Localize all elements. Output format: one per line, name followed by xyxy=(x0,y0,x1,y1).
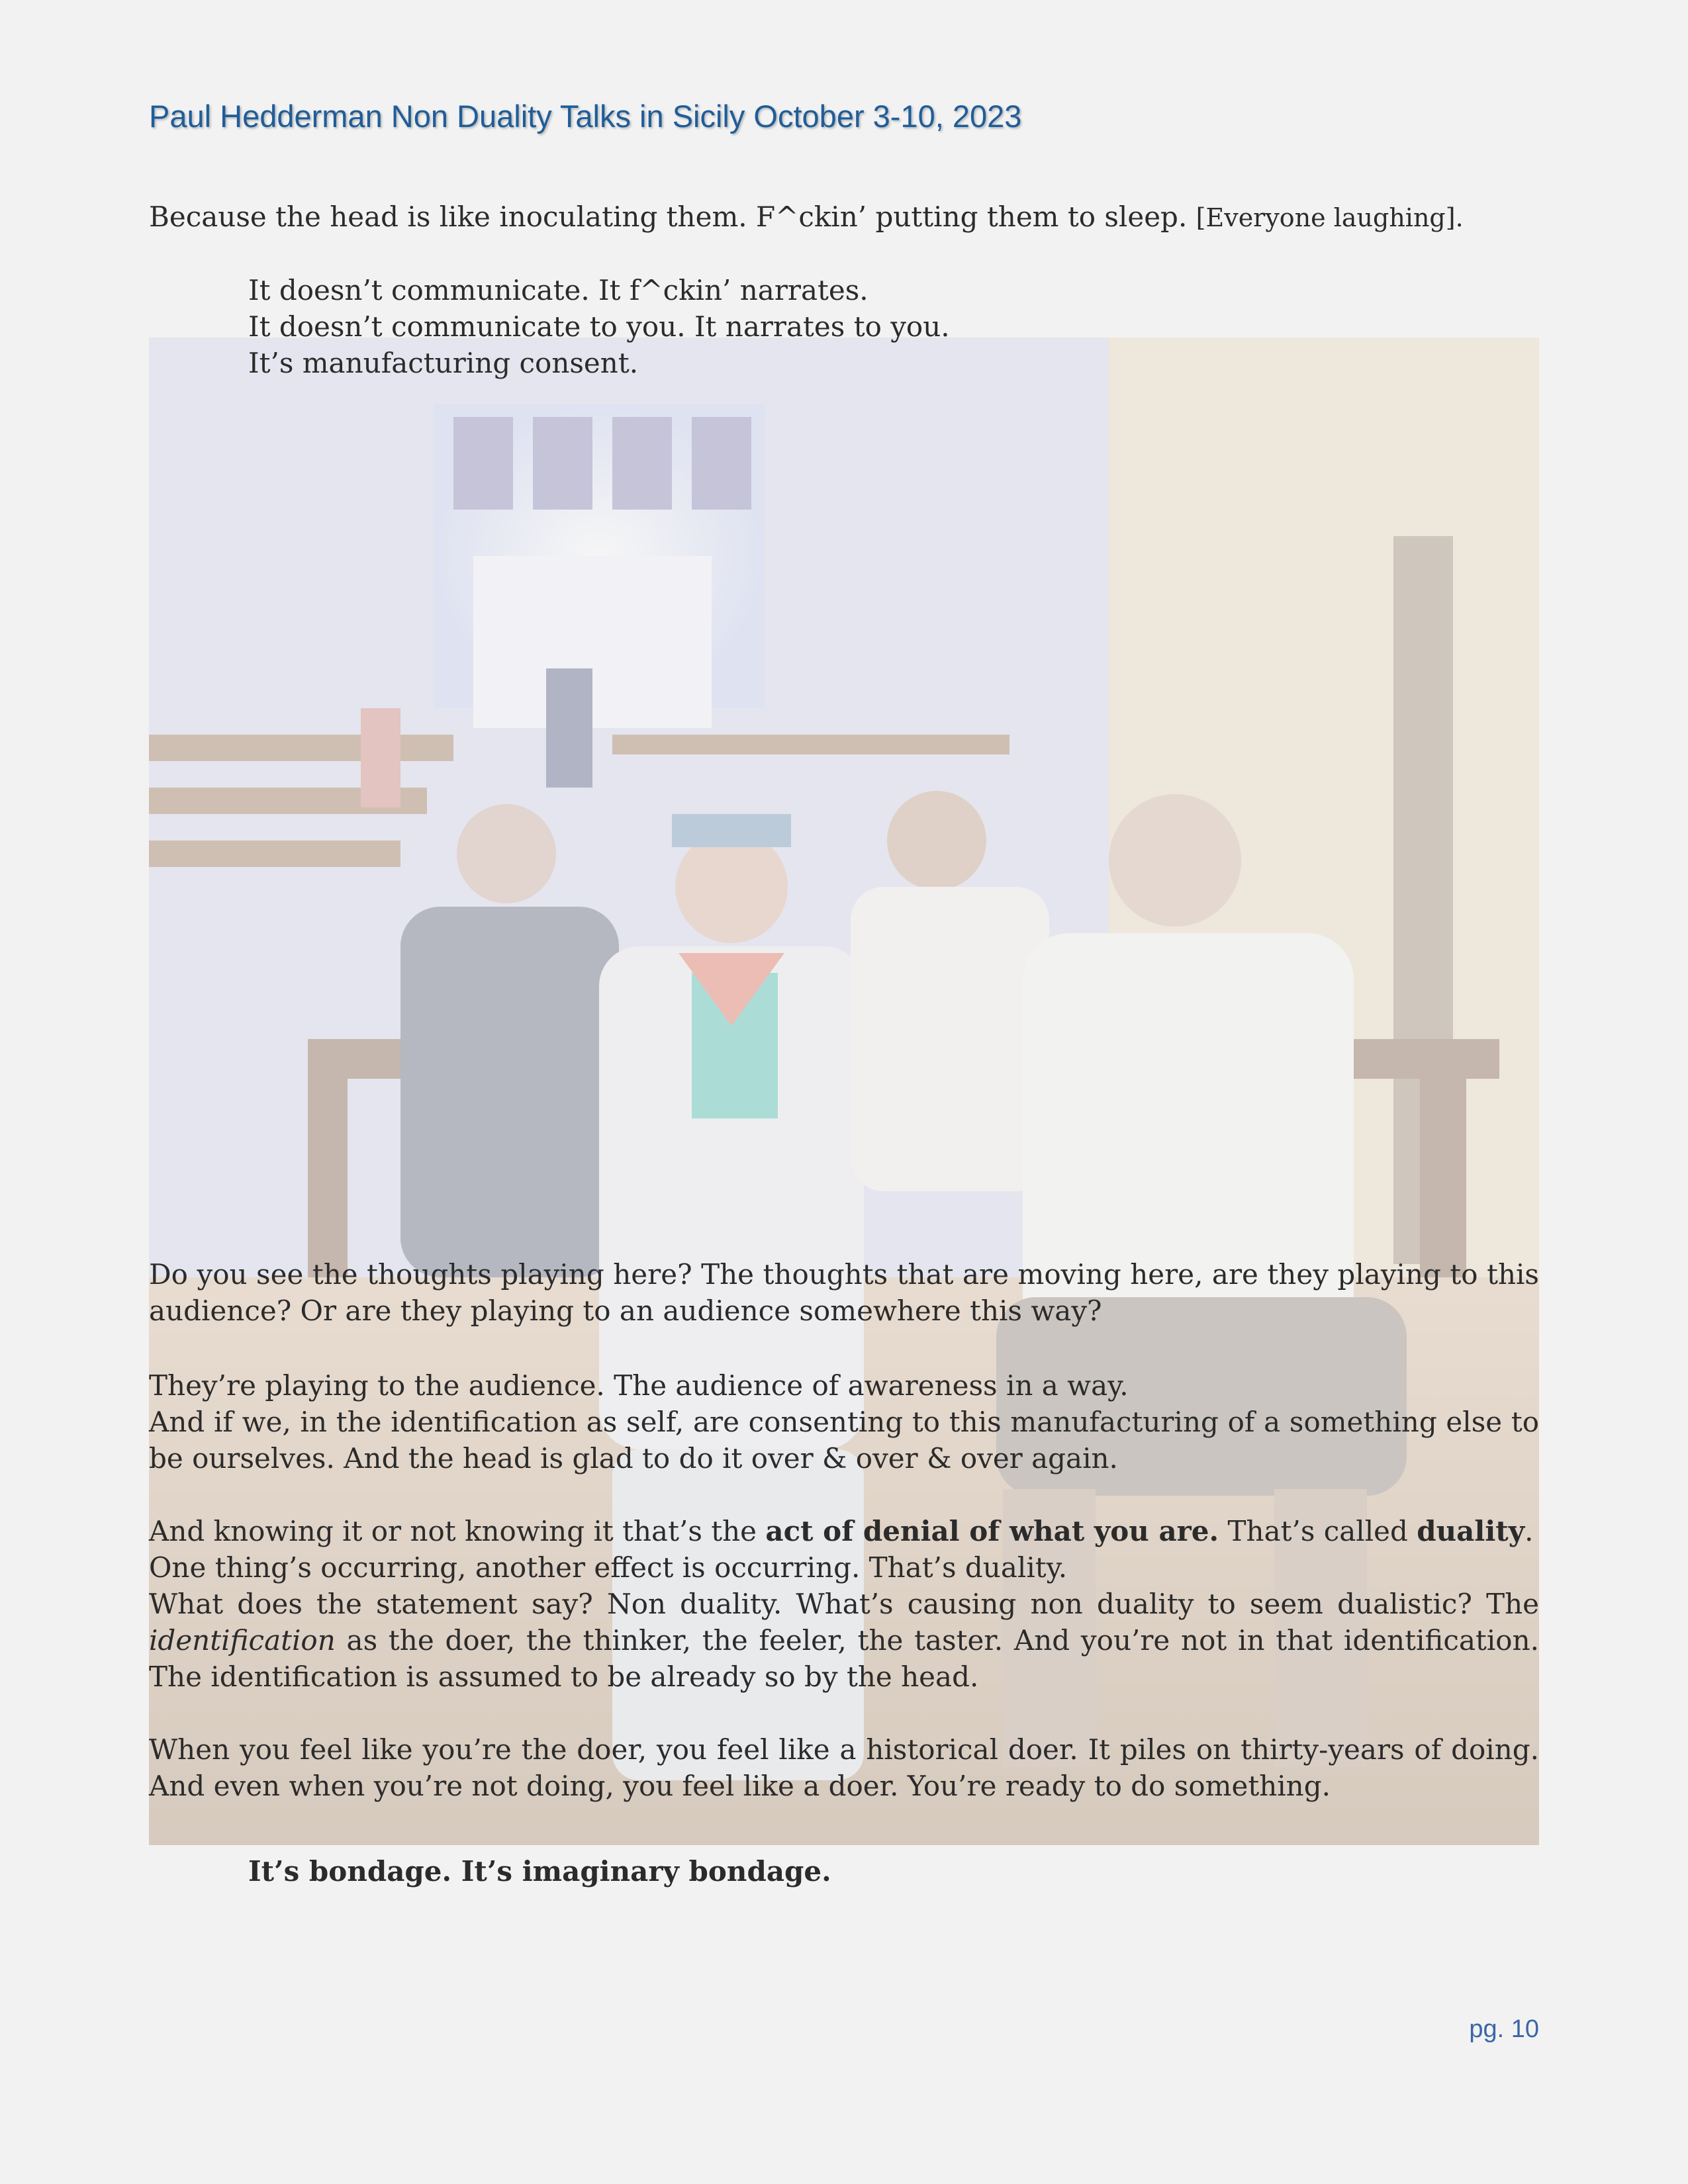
paragraph-3 xyxy=(149,1367,1539,1477)
paragraph-5: When you feel like you’re the doer, you feel like a historical doer. It piles on thirty-years of doing. And even when you’re not doing, you feel like a doer. You’re ready to do something. xyxy=(149,1733,1539,1802)
paragraph-1-aside: [Everyone laughing]. xyxy=(1196,203,1464,232)
paragraph-2: Do you see the thoughts playing here? The thoughts that are moving here, are they playing to this audience? Or are they playing to an audience somewhere this way? xyxy=(149,1258,1539,1327)
paragraph-4-line-3-a: What does the statement say? Non duality. What’s causing non duality to seem dualistic? The xyxy=(149,1588,1539,1620)
indented-line-1: It doesn’t communicate. It f^ckin’ narrates. xyxy=(248,274,868,306)
paragraph-4-line-1 xyxy=(149,1513,1539,1549)
paragraph-4-text-c: . xyxy=(1524,1515,1534,1547)
paragraph-4-bold-2: duality xyxy=(1417,1515,1525,1547)
indented-line-3: It’s manufacturing consent. xyxy=(248,347,639,379)
paragraph-4-bold-1: act of denial of what you are. xyxy=(765,1515,1219,1547)
page-number: pg. 10 xyxy=(1469,2015,1539,2043)
document-title: Paul Hedderman Non Duality Talks in Sicily October 3-10, 2023 xyxy=(149,99,1022,134)
paragraph-3-line-2: And if we, in the identification as self, are consenting to this manufacturing of a something else to be ourselves. And the head is glad to do it over & over & over again. xyxy=(149,1406,1539,1475)
paragraph-1 xyxy=(149,199,1539,236)
indented-line-2: It doesn’t communicate to you. It narrates to you. xyxy=(248,310,950,343)
paragraph-1-main: Because the head is like inoculating them. F^ckin’ putting them to sleep. xyxy=(149,201,1196,233)
paragraph-4-line-3 xyxy=(149,1586,1539,1695)
paragraph-4-italic: identification xyxy=(149,1624,336,1657)
final-bold-line: It’s bondage. It’s imaginary bondage. xyxy=(248,1855,831,1888)
paragraph-4-text-b: That’s called xyxy=(1219,1515,1417,1547)
paragraph-3-line-1: They’re playing to the audience. The audience of awareness in a way. xyxy=(149,1369,1129,1402)
paragraph-4-line-2: One thing’s occurring, another effect is occurring. That’s duality. xyxy=(149,1551,1068,1584)
paragraph-4 xyxy=(149,1513,1539,1695)
paragraph-4-line-3-b: as the doer, the thinker, the feeler, the taster. And you’re not in that identification. The identification is assumed to be already so by the head. xyxy=(149,1624,1539,1693)
paragraph-4-text-a: And knowing it or not knowing it that’s the xyxy=(149,1515,766,1547)
